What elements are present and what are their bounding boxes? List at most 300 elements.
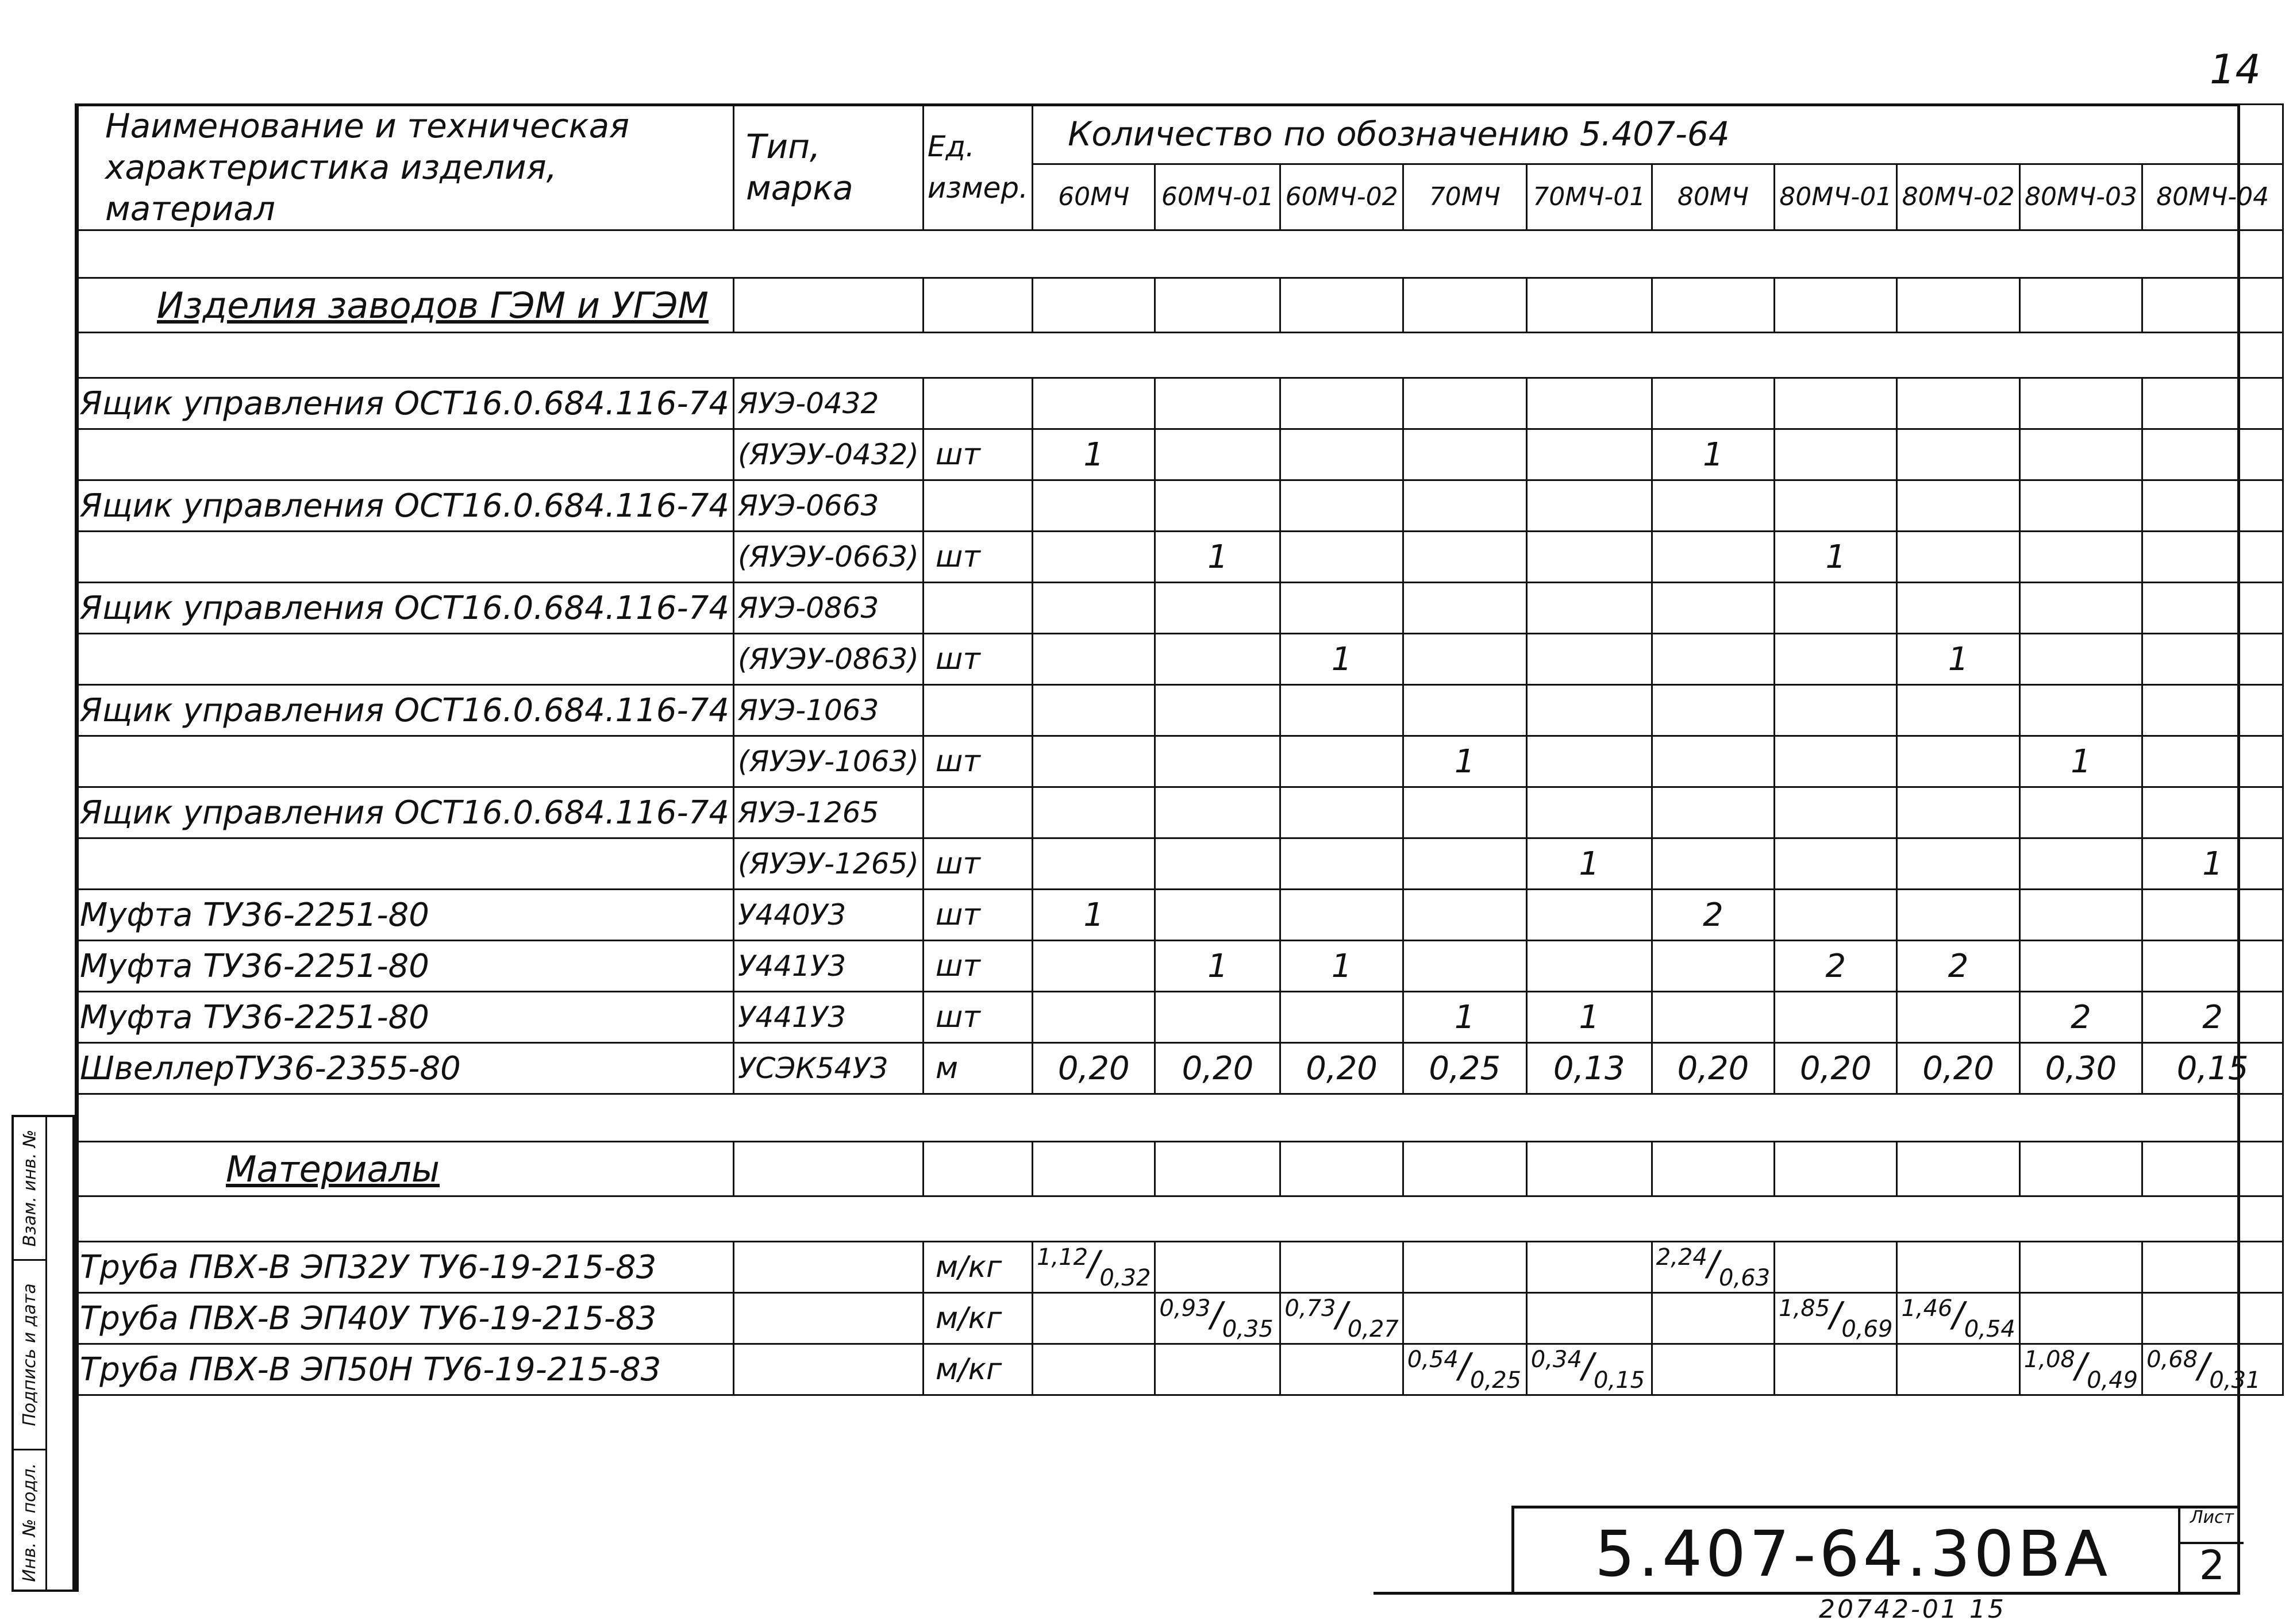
table-row	[76, 480, 2283, 532]
quantity-cell	[2142, 532, 2283, 583]
quantity-cell: 1	[1403, 992, 1526, 1043]
quantity-cell	[2142, 480, 2283, 532]
material-name: Труба ПВХ-В ЭП50Н ТУ6-19-215-83	[76, 1344, 734, 1395]
quantity-cell	[1033, 634, 1155, 685]
item-name: Ящик управления ОСТ16.0.684.116-74	[76, 378, 734, 429]
quantity-cell	[1526, 634, 1652, 685]
quantity-cell	[2019, 838, 2142, 890]
fraction-numerator: 0,34	[1530, 1346, 1582, 1373]
quantity-cell	[1280, 429, 1403, 480]
quantity-cell	[2019, 583, 2142, 634]
quantity-cell	[1652, 736, 1774, 787]
fraction-slash: /	[2198, 1345, 2210, 1386]
quantity-cell	[2142, 941, 2283, 992]
page-number: 14	[2210, 46, 2261, 93]
quantity-fraction-cell	[1403, 1242, 1526, 1293]
item-name: Ящик управления ОСТ16.0.684.116-74	[76, 480, 734, 532]
empty-cell	[2142, 1142, 2283, 1196]
fraction-denominator: 0,31	[2209, 1367, 2261, 1394]
document-code: 5.407-64.30ВА	[1595, 1517, 2111, 1591]
quantity-cell: 1	[1280, 941, 1403, 992]
quantity-fraction-cell	[1033, 1293, 1155, 1344]
quantity-cell	[2019, 378, 2142, 429]
quantity-cell	[2019, 890, 2142, 941]
quantity-fraction-cell	[2019, 1293, 2142, 1344]
quantity-cell	[1526, 429, 1652, 480]
fraction-slash: /	[1088, 1243, 1100, 1284]
table-row	[76, 736, 2283, 787]
quantity-cell	[1652, 838, 1774, 890]
table-row	[76, 992, 2283, 1043]
item-type: УСЭК54У3	[733, 1043, 923, 1094]
quantity-cell	[1280, 685, 1403, 736]
quantity-cell	[2142, 429, 2283, 480]
item-name	[76, 429, 734, 480]
item-type: У441У3	[733, 941, 923, 992]
quantity-cell	[1652, 583, 1774, 634]
specification-table	[75, 103, 2284, 1396]
fraction-numerator: 1,12	[1037, 1244, 1088, 1271]
quantity-fraction-cell	[1652, 1242, 1774, 1293]
fraction-denominator: 0,32	[1099, 1264, 1151, 1291]
quantity-fraction-cell	[1155, 1293, 1280, 1344]
designation-header: 80МЧ-03	[2019, 164, 2142, 230]
quantity-cell	[1897, 736, 2019, 787]
fraction-denominator: 0,15	[1594, 1367, 1645, 1394]
empty-cell	[1897, 1142, 2019, 1196]
item-unit	[923, 583, 1032, 634]
quantity-cell: 0,20	[1652, 1043, 1774, 1094]
unit-column-header: Ед. измер.	[923, 105, 1032, 230]
item-type: (ЯУЭУ-0663)	[733, 532, 923, 583]
fraction-numerator: 0,73	[1284, 1295, 1336, 1322]
quantity-cell	[2142, 787, 2283, 838]
bottom-border	[1374, 1592, 2240, 1595]
quantity-cell	[1526, 941, 1652, 992]
quantity-cell: 0,20	[1775, 1043, 1897, 1094]
table-row	[76, 583, 2283, 634]
quantity-cell	[2019, 634, 2142, 685]
item-unit: шт	[923, 890, 1032, 941]
fraction-denominator: 0,49	[2087, 1367, 2138, 1394]
quantity-cell: 1	[1526, 992, 1652, 1043]
quantity-cell	[1526, 787, 1652, 838]
designation-header: 80МЧ-02	[1897, 164, 2019, 230]
quantity-cell	[1897, 787, 2019, 838]
quantity-cell: 1	[1775, 532, 1897, 583]
quantity-cell	[1403, 890, 1526, 941]
item-name: Ящик управления ОСТ16.0.684.116-74	[76, 583, 734, 634]
empty-cell	[1526, 1142, 1652, 1196]
item-name	[76, 736, 734, 787]
empty-cell	[1403, 1142, 1526, 1196]
type-column-header: Тип, марка	[733, 105, 923, 230]
quantity-cell	[2142, 736, 2283, 787]
material-unit: м/кг	[923, 1344, 1032, 1395]
item-type: ЯУЭ-0863	[733, 583, 923, 634]
empty-cell	[1775, 1142, 1897, 1196]
quantity-cell	[1775, 480, 1897, 532]
quantity-fraction-cell	[1155, 1242, 1280, 1293]
quantity-cell: 1	[1033, 429, 1155, 480]
item-name	[76, 838, 734, 890]
quantity-cell	[1897, 992, 2019, 1043]
quantity-cell: 2	[1897, 941, 2019, 992]
quantity-cell	[1775, 685, 1897, 736]
quantity-cell	[2019, 429, 2142, 480]
material-name: Труба ПВХ-В ЭП40У ТУ6-19-215-83	[76, 1293, 734, 1344]
archive-number: 20742-01 15	[1819, 1595, 2006, 1624]
quantity-fraction-cell	[1403, 1293, 1526, 1344]
fraction-slash: /	[1336, 1294, 1348, 1335]
name-column-header: Наименование и техническая характеристика изделия, материал	[76, 105, 734, 230]
material-unit: м/кг	[923, 1242, 1032, 1293]
quantity-cell	[1403, 838, 1526, 890]
item-name: Ящик управления ОСТ16.0.684.116-74	[76, 787, 734, 838]
fraction-slash: /	[1952, 1294, 1964, 1335]
quantity-cell	[2142, 634, 2283, 685]
quantity-cell	[1775, 378, 1897, 429]
item-unit: шт	[923, 532, 1032, 583]
quantity-fraction-cell	[1775, 1293, 1897, 1344]
quantity-cell: 1	[1155, 532, 1280, 583]
quantity-cell	[1033, 992, 1155, 1043]
quantity-fraction-cell	[1526, 1293, 1652, 1344]
fraction-slash: /	[2075, 1345, 2087, 1386]
quantity-cell	[1155, 787, 1280, 838]
empty-cell	[1155, 1142, 1280, 1196]
empty-cell	[1652, 1142, 1774, 1196]
quantity-fraction-cell	[1652, 1344, 1774, 1395]
quantity-cell	[2019, 941, 2142, 992]
material-type	[733, 1242, 923, 1293]
side-stamp-inventory: Инв. № подл.	[20, 1463, 40, 1582]
table-row	[76, 890, 2283, 941]
quantity-fraction-cell	[1775, 1344, 1897, 1395]
item-type: (ЯУЭУ-1265)	[733, 838, 923, 890]
quantity-cell	[1652, 941, 1774, 992]
quantity-cell: 2	[1775, 941, 1897, 992]
fraction-numerator: 2,24	[1656, 1244, 1707, 1271]
quantity-cell	[1775, 429, 1897, 480]
quantity-cell	[2019, 532, 2142, 583]
fraction-slash: /	[1707, 1243, 1719, 1284]
quantity-cell	[2019, 685, 2142, 736]
quantity-cell	[1155, 890, 1280, 941]
side-stamp-signature: Подпись и дата	[14, 1261, 45, 1450]
empty-cell	[2019, 1142, 2142, 1196]
quantity-cell	[1403, 429, 1526, 480]
quantity-header: Количество по обозначению 5.407-64	[1033, 105, 2283, 164]
quantity-cell	[1652, 685, 1774, 736]
section-title-materials: Материалы	[76, 1142, 734, 1196]
item-type: ЯУЭ-0663	[733, 480, 923, 532]
fraction-denominator: 0,69	[1841, 1315, 1893, 1342]
quantity-cell: 2	[2142, 992, 2283, 1043]
material-unit: м/кг	[923, 1293, 1032, 1344]
quantity-fraction-cell	[1033, 1344, 1155, 1395]
quantity-cell	[1155, 378, 1280, 429]
quantity-cell	[1155, 429, 1280, 480]
quantity-cell	[1652, 634, 1774, 685]
quantity-cell	[1033, 583, 1155, 634]
quantity-cell: 1	[2019, 736, 2142, 787]
fraction-numerator: 1,08	[2023, 1346, 2075, 1373]
fraction-slash: /	[1582, 1345, 1594, 1386]
quantity-cell	[1897, 429, 2019, 480]
quantity-cell	[1033, 941, 1155, 992]
fraction-denominator: 0,54	[1964, 1315, 2015, 1342]
designation-header: 60МЧ	[1033, 164, 1155, 230]
item-name	[76, 532, 734, 583]
table-row	[76, 787, 2283, 838]
sheet-number: 2	[2178, 1542, 2244, 1595]
item-unit: м	[923, 1043, 1032, 1094]
approval-side-stamp	[11, 1115, 75, 1592]
quantity-fraction-cell	[2142, 1293, 2283, 1344]
designation-header: 60МЧ-01	[1155, 164, 1280, 230]
table-row	[76, 1043, 2283, 1094]
quantity-cell	[1775, 583, 1897, 634]
fraction-slash: /	[1210, 1294, 1222, 1335]
quantity-cell	[1155, 480, 1280, 532]
item-unit: шт	[923, 634, 1032, 685]
empty-cell	[923, 1142, 1032, 1196]
quantity-cell	[1033, 736, 1155, 787]
quantity-cell	[1033, 838, 1155, 890]
quantity-cell: 0,20	[1897, 1043, 2019, 1094]
quantity-cell: 2	[2019, 992, 2142, 1043]
quantity-cell	[1280, 890, 1403, 941]
quantity-cell	[2019, 480, 2142, 532]
quantity-cell: 1	[1033, 890, 1155, 941]
item-unit	[923, 480, 1032, 532]
quantity-cell	[1526, 736, 1652, 787]
quantity-cell	[1033, 685, 1155, 736]
table-row	[76, 429, 2283, 480]
quantity-cell	[1155, 736, 1280, 787]
quantity-cell	[1155, 685, 1280, 736]
quantity-cell	[1652, 787, 1774, 838]
quantity-cell	[1280, 583, 1403, 634]
quantity-cell: 0,30	[2019, 1043, 2142, 1094]
quantity-fraction-cell	[1652, 1293, 1774, 1344]
designation-header: 60МЧ-02	[1280, 164, 1403, 230]
fraction-numerator: 1,85	[1779, 1295, 1830, 1322]
quantity-fraction-cell	[1526, 1344, 1652, 1395]
quantity-cell	[1403, 685, 1526, 736]
quantity-cell: 1	[1897, 634, 2019, 685]
fraction-denominator: 0,25	[1470, 1367, 1522, 1394]
quantity-cell	[1652, 378, 1774, 429]
quantity-fraction-cell	[1280, 1344, 1403, 1395]
quantity-cell	[1280, 838, 1403, 890]
quantity-fraction-cell	[1280, 1293, 1403, 1344]
quantity-cell	[1897, 838, 2019, 890]
quantity-cell	[1403, 787, 1526, 838]
quantity-fraction-cell	[1403, 1344, 1526, 1395]
quantity-fraction-cell	[1897, 1344, 2019, 1395]
quantity-cell	[2142, 583, 2283, 634]
item-unit	[923, 787, 1032, 838]
quantity-cell: 0,20	[1155, 1043, 1280, 1094]
quantity-cell	[1775, 992, 1897, 1043]
table-row	[76, 634, 2283, 685]
item-unit: шт	[923, 941, 1032, 992]
fraction-slash: /	[1830, 1294, 1842, 1335]
item-unit	[923, 685, 1032, 736]
item-name: ШвеллерТУ36-2355-80	[76, 1043, 734, 1094]
quantity-cell	[1403, 532, 1526, 583]
material-row	[76, 1344, 2283, 1395]
quantity-fraction-cell	[1280, 1242, 1403, 1293]
quantity-cell	[2019, 787, 2142, 838]
quantity-cell	[1403, 378, 1526, 429]
empty-cell	[1280, 1142, 1403, 1196]
quantity-cell	[1033, 378, 1155, 429]
item-type: (ЯУЭУ-1063)	[733, 736, 923, 787]
quantity-cell	[1280, 480, 1403, 532]
quantity-cell: 0,15	[2142, 1043, 2283, 1094]
quantity-fraction-cell	[2142, 1344, 2283, 1395]
quantity-cell	[1775, 838, 1897, 890]
quantity-cell	[1652, 480, 1774, 532]
fraction-numerator: 0,54	[1407, 1346, 1459, 1373]
quantity-cell: 0,20	[1033, 1043, 1155, 1094]
designation-header: 70МЧ-01	[1526, 164, 1652, 230]
quantity-cell	[1155, 634, 1280, 685]
material-type	[733, 1344, 923, 1395]
quantity-fraction-cell	[2019, 1242, 2142, 1293]
specification-body	[76, 230, 2283, 1395]
table-row	[76, 532, 2283, 583]
quantity-cell	[1155, 838, 1280, 890]
table-row	[76, 941, 2283, 992]
quantity-fraction-cell	[1897, 1293, 2019, 1344]
side-stamp-replacement: Взам. инв. №	[14, 1117, 45, 1261]
quantity-cell	[1033, 480, 1155, 532]
designation-header: 80МЧ-04	[2142, 164, 2283, 230]
quantity-cell: 0,20	[1280, 1043, 1403, 1094]
fraction-numerator: 0,68	[2146, 1346, 2198, 1373]
quantity-cell	[2142, 890, 2283, 941]
item-type: ЯУЭ-1063	[733, 685, 923, 736]
quantity-cell	[1033, 532, 1155, 583]
fraction-slash: /	[1458, 1345, 1471, 1386]
item-type: (ЯУЭУ-0863)	[733, 634, 923, 685]
quantity-fraction-cell	[2142, 1242, 2283, 1293]
quantity-cell: 0,13	[1526, 1043, 1652, 1094]
item-name: Муфта ТУ36-2251-80	[76, 992, 734, 1043]
quantity-cell: 1	[1280, 634, 1403, 685]
table-row	[76, 685, 2283, 736]
quantity-cell	[1526, 890, 1652, 941]
quantity-cell	[1897, 378, 2019, 429]
quantity-cell	[1280, 992, 1403, 1043]
table-row	[76, 378, 2283, 429]
material-row	[76, 1242, 2283, 1293]
quantity-cell	[2142, 685, 2283, 736]
quantity-cell: 2	[1652, 890, 1774, 941]
fraction-numerator: 1,46	[1901, 1295, 1953, 1322]
quantity-cell	[1280, 378, 1403, 429]
quantity-cell: 1	[1526, 838, 1652, 890]
quantity-cell	[1526, 480, 1652, 532]
quantity-fraction-cell	[1897, 1242, 2019, 1293]
item-type: У441У3	[733, 992, 923, 1043]
quantity-cell	[1403, 941, 1526, 992]
title-block	[1511, 1506, 2240, 1592]
item-unit: шт	[923, 736, 1032, 787]
quantity-cell: 1	[1155, 941, 1280, 992]
quantity-cell	[1526, 583, 1652, 634]
item-type: У440У3	[733, 890, 923, 941]
quantity-cell	[1897, 685, 2019, 736]
quantity-cell	[1280, 736, 1403, 787]
quantity-cell	[1652, 532, 1774, 583]
fraction-denominator: 0,35	[1222, 1315, 1274, 1342]
quantity-cell	[1526, 532, 1652, 583]
material-name: Труба ПВХ-В ЭП32У ТУ6-19-215-83	[76, 1242, 734, 1293]
item-unit: шт	[923, 992, 1032, 1043]
quantity-cell	[1897, 890, 2019, 941]
item-type: ЯУЭ-1265	[733, 787, 923, 838]
designation-header: 80МЧ-01	[1775, 164, 1897, 230]
fraction-denominator: 0,27	[1347, 1315, 1399, 1342]
quantity-cell	[1155, 992, 1280, 1043]
quantity-cell	[1526, 378, 1652, 429]
quantity-cell: 1	[1652, 429, 1774, 480]
quantity-cell	[2142, 378, 2283, 429]
material-type	[733, 1293, 923, 1344]
quantity-cell	[1775, 787, 1897, 838]
quantity-fraction-cell	[2019, 1344, 2142, 1395]
quantity-cell: 0,25	[1403, 1043, 1526, 1094]
quantity-cell	[1775, 890, 1897, 941]
item-name: Муфта ТУ36-2251-80	[76, 941, 734, 992]
quantity-cell	[1897, 583, 2019, 634]
quantity-cell	[1775, 736, 1897, 787]
item-name	[76, 634, 734, 685]
quantity-fraction-cell	[1033, 1242, 1155, 1293]
quantity-cell	[1403, 583, 1526, 634]
section-title-factory-products: Изделия заводов ГЭМ и УГЭМ	[76, 278, 734, 333]
quantity-cell	[1033, 787, 1155, 838]
quantity-cell	[1280, 532, 1403, 583]
empty-cell	[1033, 1142, 1155, 1196]
quantity-cell: 1	[1403, 736, 1526, 787]
item-unit: шт	[923, 429, 1032, 480]
item-unit	[923, 378, 1032, 429]
designation-header: 70МЧ	[1403, 164, 1526, 230]
sheet-label: Лист	[2178, 1507, 2244, 1544]
material-row	[76, 1293, 2283, 1344]
fraction-numerator: 0,93	[1159, 1295, 1211, 1322]
item-unit: шт	[923, 838, 1032, 890]
designation-header: 80МЧ	[1652, 164, 1774, 230]
quantity-cell	[1775, 634, 1897, 685]
quantity-cell	[1526, 685, 1652, 736]
item-name: Ящик управления ОСТ16.0.684.116-74	[76, 685, 734, 736]
quantity-cell	[1897, 532, 2019, 583]
item-type: ЯУЭ-0432	[733, 378, 923, 429]
quantity-cell	[1403, 480, 1526, 532]
quantity-cell	[1403, 634, 1526, 685]
quantity-cell	[1652, 992, 1774, 1043]
table-row	[76, 838, 2283, 890]
quantity-fraction-cell	[1775, 1242, 1897, 1293]
fraction-denominator: 0,63	[1719, 1264, 1771, 1291]
